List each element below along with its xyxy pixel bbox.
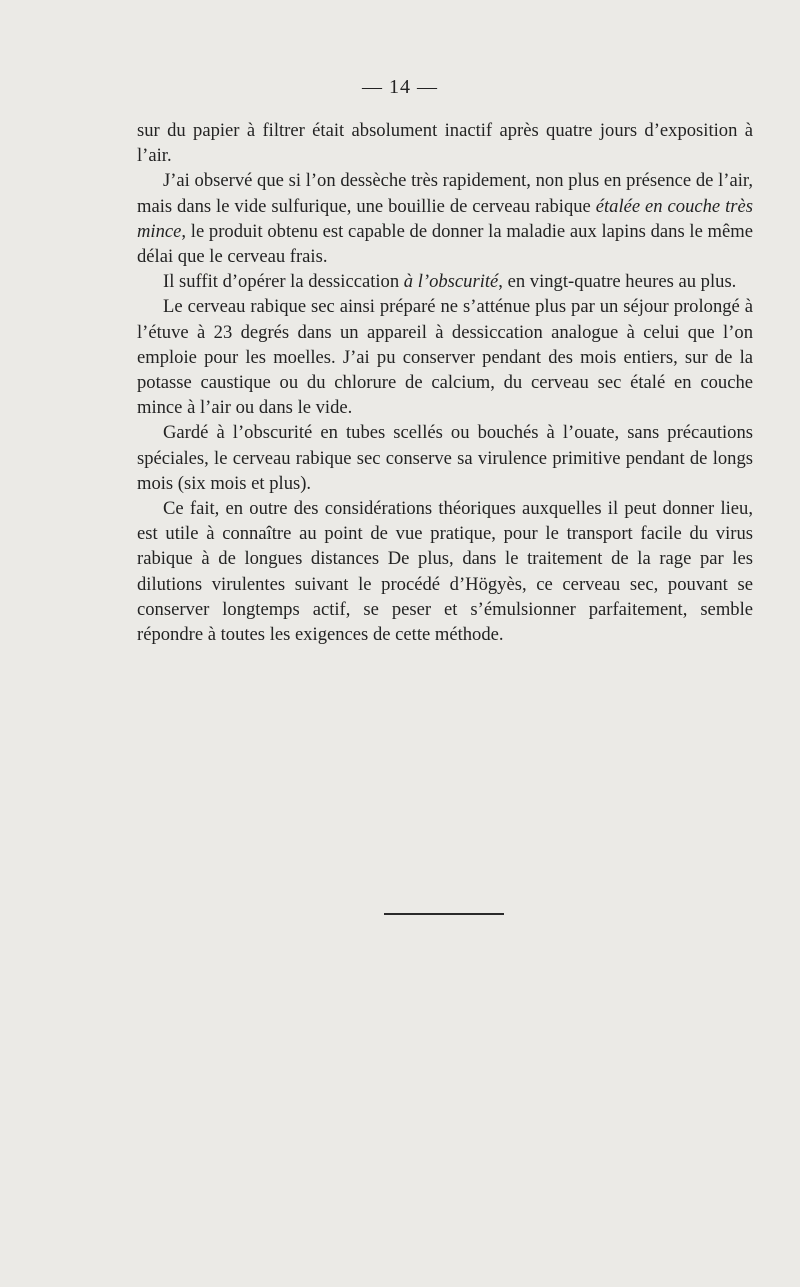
paragraph bbox=[137, 168, 753, 269]
text-run: , le produit obtenu est capable de donner la maladie aux lapins dans le même délai que le cerveau frais. bbox=[137, 220, 753, 268]
text-run: Ce fait, en outre des considérations théoriques auxquelles il peut donner lieu, est utile à connaître au point de vue pratique, pour le transport facile du virus rabique à de longues distances De plus, dans le traitement de la rage par les dilutions virulentes suivant le procédé d’Högyès, ce cerveau sec, pouvant se conserver longtemps actif, se peser et s’émulsionner parfaitement, semble répondre à toutes les exigences de cette méthode. bbox=[137, 498, 753, 646]
text-run: sur du papier à filtrer était absolument inactif après quatre jours d’exposition à l’air. bbox=[137, 120, 753, 167]
paragraph bbox=[137, 294, 753, 420]
paragraph bbox=[137, 269, 753, 294]
paragraph bbox=[137, 420, 753, 496]
text-run: Le cerveau rabique sec ainsi préparé ne s’atténue plus par un séjour prolongé à l’étuve à 23 degrés dans un appareil à dessiccation analogue à celui que l’on emploie pour les moelles. J’ai pu conserver pendant des mois entiers, sur de la potasse caustique ou du chlorure de calcium, du cerveau sec étalé en couche mince à l’air ou dans le vide. bbox=[137, 296, 753, 419]
italic-text: à l’obscurité bbox=[403, 271, 499, 293]
text-run: , en vingt-quatre heures au plus. bbox=[498, 271, 737, 293]
text-run: Il suffit d’opérer la dessiccation bbox=[163, 271, 404, 293]
body-text bbox=[137, 118, 753, 647]
page-number: — 14 — bbox=[362, 76, 438, 98]
paragraph bbox=[137, 496, 753, 647]
paragraph bbox=[137, 118, 753, 168]
end-rule bbox=[384, 913, 504, 915]
text-run: Gardé à l’obscurité en tubes scellés ou bouchés à l’ouate, sans précautions spéciales, le cerveau rabique sec conserve sa virulence primitive pendant de longs mois (six mois et plus). bbox=[137, 422, 753, 494]
italic-text: étalée en couche très mince bbox=[137, 195, 753, 242]
text-run: J’ai observé que si l’on dessèche très rapidement, non plus en présence de l’air, mais dans le vide sulfurique, une bouillie de cerveau rabique bbox=[137, 170, 753, 217]
